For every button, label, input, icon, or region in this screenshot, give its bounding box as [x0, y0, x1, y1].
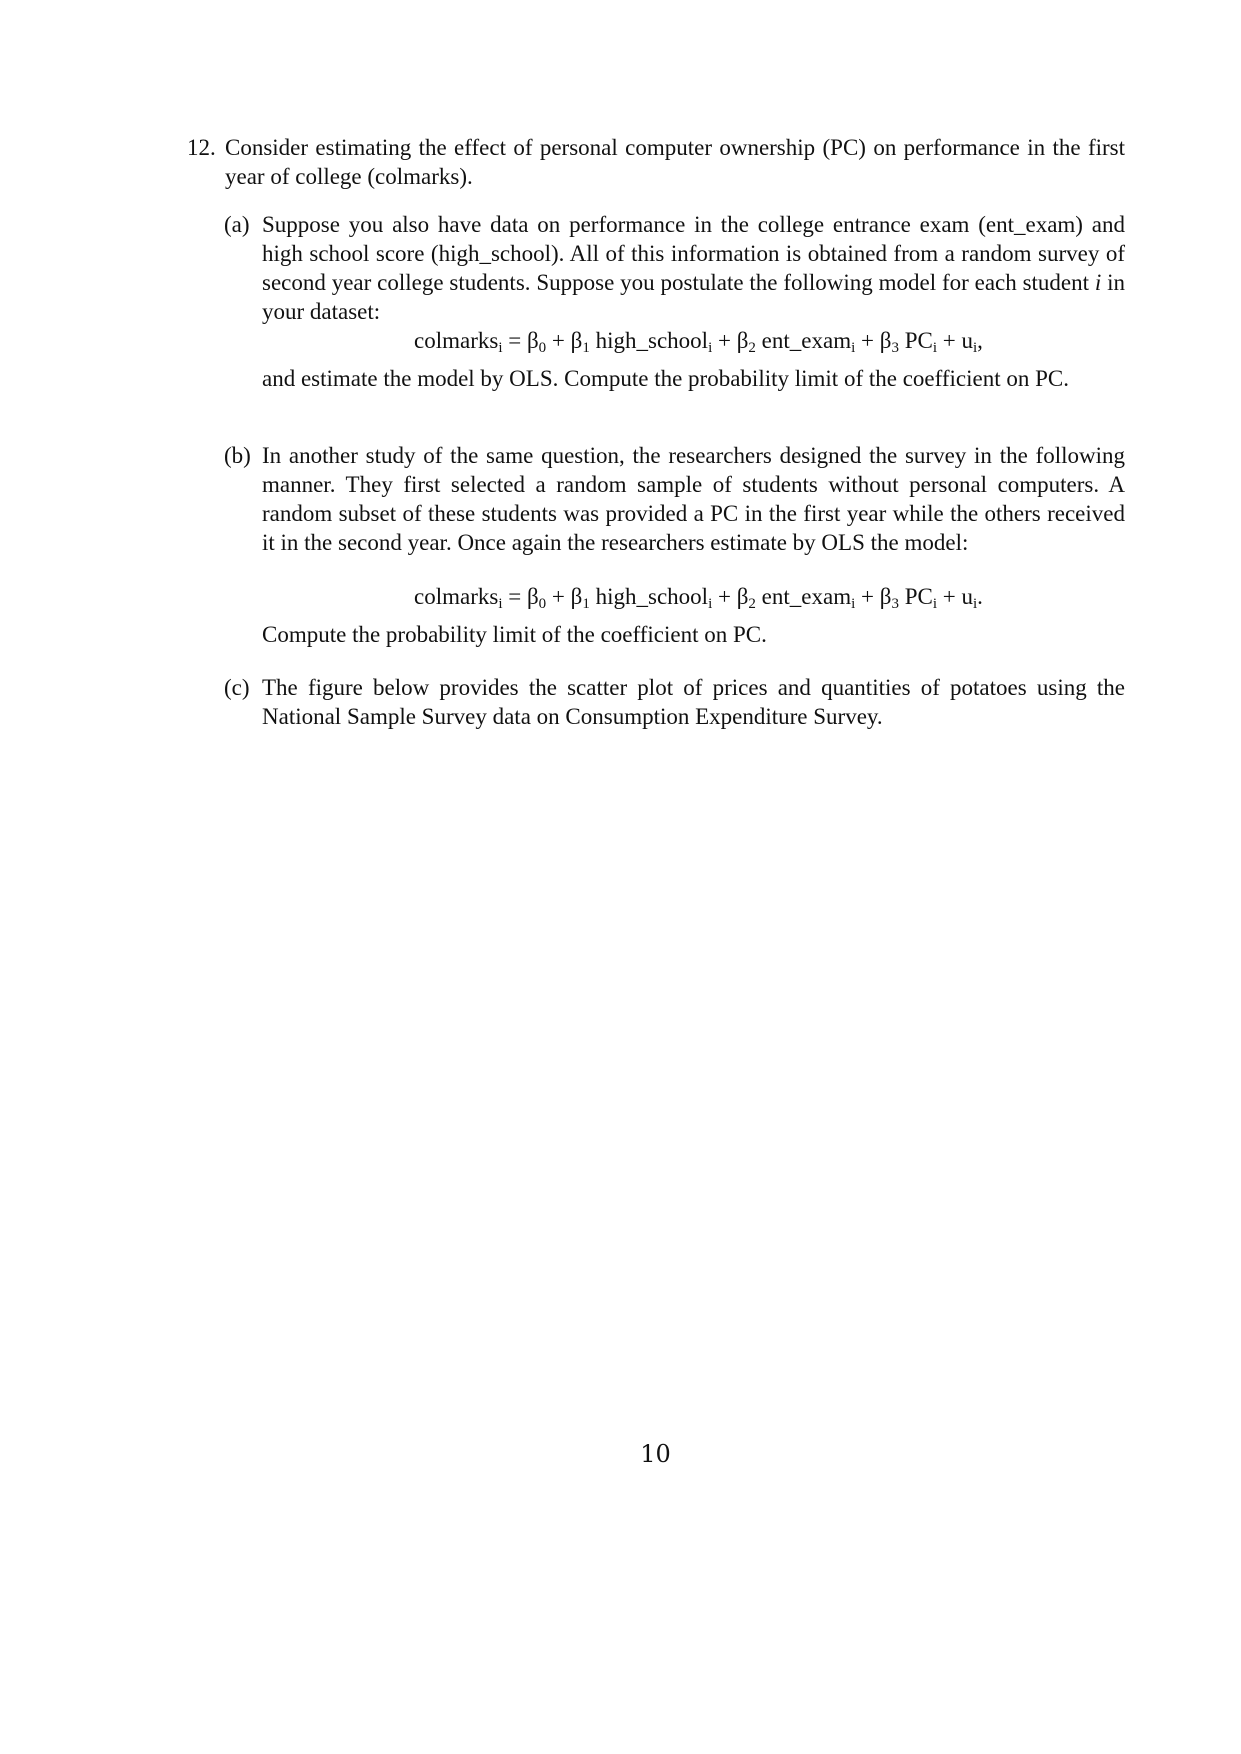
equation-b: colmarks$_i$ = $\beta_0 + \beta_1$ high_school$_i$ + $\beta_2$ ent_exam$_i$ + $\beta_3$ $PC_i + u_i$. [414, 584, 983, 612]
part-a-label: (a) [224, 212, 250, 237]
part-c [224, 673, 1125, 731]
part-b-after: Compute the probability limit of the coefficient on PC. [262, 622, 767, 647]
question-text: Consider estimating the effect of personal computer ownership (PC) on performance in the first year of college (colmarks). [225, 135, 1125, 189]
part-b-text: In another study of the same question, the researchers designed the survey in the following manner. They first selected a random sample of students without personal computers. A random subset of these students was provided a PC in the first year while the others received it in the second year. Once again the researchers estimate by OLS the model: [262, 443, 1125, 555]
part-b [224, 441, 1125, 557]
part-c-label: (c) [224, 675, 250, 700]
part-c-text: The figure below provides the scatter plot of prices and quantities of potatoes using the National Sample Survey data on Consumption Expenditure Survey. [262, 675, 1125, 729]
part-b-label: (b) [224, 443, 251, 468]
italic-i: i [1094, 270, 1102, 295]
question-number: 12. [187, 135, 216, 160]
question-12 [187, 133, 1125, 191]
page-number: 10 [640, 1440, 671, 1468]
part-a-after: and estimate the model by OLS. Compute the probability limit of the coefficient on PC. [262, 366, 1069, 391]
part-a [224, 210, 1125, 326]
part-a-text: Suppose you also have data on performance in the college entrance exam (ent_exam) and high school score (high_school). All of this information is obtained from a random survey of second year college students. Suppose you postulate the following model for each student i in your dataset: [262, 212, 1126, 324]
equation-a: colmarks$_i$ = $\beta_0 + \beta_1$ high_school$_i$ + $\beta_2$ ent_exam$_i$ + $\beta_3$ $PC_i + u_i$, [414, 328, 983, 356]
